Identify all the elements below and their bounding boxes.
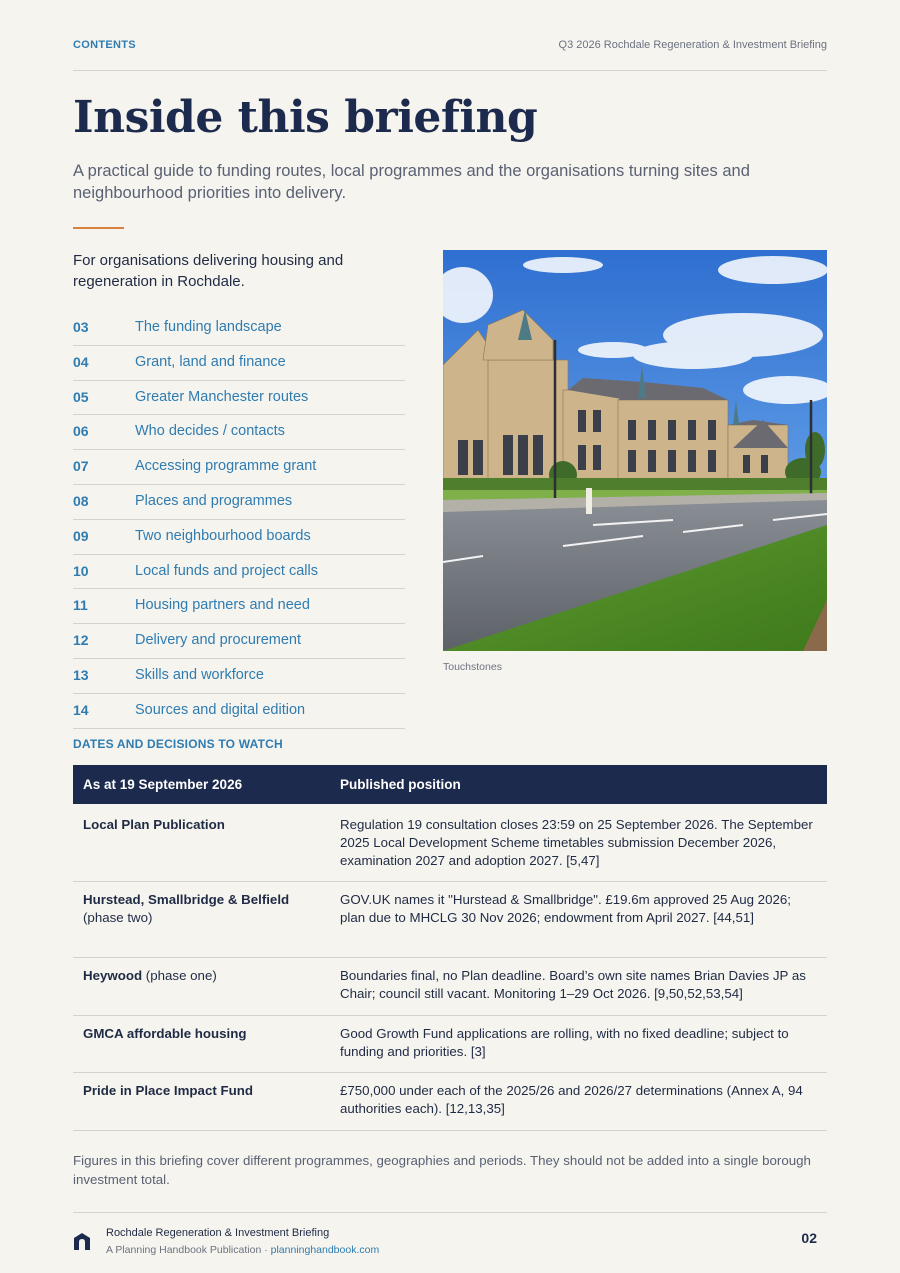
- page-number: 02: [801, 1230, 817, 1246]
- toc-item[interactable]: [73, 555, 405, 590]
- toc-link[interactable]: Local funds and project calls: [135, 562, 318, 579]
- toc-item[interactable]: [73, 415, 405, 450]
- table-row: [73, 881, 827, 957]
- toc-link[interactable]: Accessing programme grant: [135, 458, 317, 475]
- row-label-cell: [73, 1015, 330, 1072]
- row-qualifier: (phase one): [142, 967, 217, 983]
- column-header-as-at: As at 19 September 2026: [73, 765, 330, 804]
- toc-item[interactable]: [73, 346, 405, 381]
- table-row: [73, 804, 827, 881]
- toc-link[interactable]: Grant, land and finance: [135, 353, 286, 370]
- toc-page-number: 11: [73, 597, 88, 614]
- toc-item[interactable]: [73, 311, 405, 346]
- toc-page-number: 06: [73, 423, 89, 440]
- toc-link[interactable]: The funding landscape: [135, 319, 282, 335]
- toc-link[interactable]: Skills and workforce: [135, 666, 264, 683]
- toc-link[interactable]: Greater Manchester routes: [135, 388, 309, 405]
- page: [73, 0, 827, 1273]
- toc-link[interactable]: Housing partners and need: [135, 597, 310, 614]
- toc-link[interactable]: Places and programmes: [135, 492, 293, 509]
- toc-page-number: 07: [73, 458, 89, 475]
- table-row: [73, 1015, 827, 1072]
- toc-item[interactable]: [73, 450, 405, 485]
- issue-title: Q3 2026 Rochdale Regeneration & Investment Briefing: [558, 39, 827, 51]
- toc-item[interactable]: [73, 381, 405, 416]
- figures-note: Figures in this briefing cover different programmes, geographies and periods. They should not be added into a single borough investment total.: [73, 1153, 811, 1187]
- row-name: Pride in Place Impact Fund: [83, 1082, 253, 1098]
- toc-item[interactable]: [73, 694, 405, 729]
- toc-item[interactable]: [73, 485, 405, 520]
- toc-page-number: 03: [73, 319, 89, 335]
- row-name: Local Plan Publication: [83, 817, 225, 832]
- toc-page-number: 08: [73, 492, 89, 509]
- dates-heading: DATES AND DECISIONS TO WATCH: [73, 737, 283, 751]
- table-of-contents: [73, 311, 405, 729]
- row-label-cell: [73, 957, 330, 1015]
- toc-link[interactable]: Two neighbourhood boards: [135, 527, 311, 544]
- row-position-cell: Boundaries final, no Plan deadline. Board’s own site names Brian Davies JP as Chair; council still vacant. Monitoring 1–29 Oct 2026. [9,50,52,53,54]: [330, 957, 827, 1015]
- publisher-text: A Planning Handbook Publication ·: [106, 1244, 271, 1256]
- toc-link[interactable]: Who decides / contacts: [135, 423, 285, 440]
- row-position-cell: GOV.UK names it "Hurstead & Smallbridge". £19.6m approved 25 Aug 2026; plan due to MHCLG 30 Nov 2026; endowment from April 2027. [44,51]: [330, 881, 827, 957]
- intro-text: A practical guide to funding routes, local programmes and the organisations turning sites and neighbourhood priorities into delivery.: [73, 162, 750, 202]
- publisher-logo-icon: [73, 1232, 91, 1250]
- toc-page-number: 09: [73, 527, 89, 544]
- toc-page-number: 10: [73, 562, 89, 579]
- row-qualifier: (phase two): [83, 909, 153, 925]
- header-divider: [73, 70, 827, 71]
- toc-page-number: 12: [73, 632, 89, 649]
- row-label-cell: [73, 1072, 330, 1130]
- footer-publisher: [106, 1244, 379, 1256]
- column-header-position: Published position: [330, 765, 827, 804]
- row-position-cell: £750,000 under each of the 2025/26 and 2026/27 determinations (Annex A, 94 authorities each). [12,13,35]: [330, 1072, 827, 1130]
- footer-divider: [73, 1212, 827, 1213]
- row-name: Hurstead, Smallbridge & Belfield: [83, 891, 290, 907]
- row-position-cell: Regulation 19 consultation closes 23:59 on 25 September 2026. The September 2025 Local Development Scheme timetables submission December 2026, examination 2027 and adoption 2027. [5,47]: [330, 804, 827, 881]
- toc-page-number: 05: [73, 388, 89, 405]
- toc-page-number: 14: [73, 701, 89, 718]
- dates-table: [73, 765, 827, 1131]
- table-header-row: [73, 765, 827, 804]
- footer-title: Rochdale Regeneration & Investment Briefing: [106, 1227, 330, 1239]
- row-name: Heywood: [83, 967, 143, 983]
- toc-link[interactable]: Sources and digital edition: [135, 701, 306, 718]
- audience-text: For organisations delivering housing and regeneration in Rochdale.: [73, 252, 344, 290]
- page-title: Inside this briefing: [73, 92, 538, 143]
- row-label-cell: [73, 804, 330, 881]
- row-label-cell: [73, 881, 330, 957]
- running-head: [73, 39, 827, 55]
- touchstones-photo: [443, 250, 827, 651]
- row-name: GMCA affordable housing: [83, 1025, 247, 1041]
- toc-item[interactable]: [73, 659, 405, 694]
- toc-page-number: 13: [73, 666, 89, 683]
- section-label: CONTENTS: [73, 39, 136, 51]
- publisher-link[interactable]: planninghandbook.com: [270, 1244, 380, 1256]
- toc-item[interactable]: [73, 624, 405, 659]
- toc-item[interactable]: [73, 520, 405, 555]
- photo-caption: Touchstones: [443, 661, 502, 673]
- toc-page-number: 04: [73, 353, 89, 370]
- accent-rule: [73, 227, 124, 229]
- toc-link[interactable]: Delivery and procurement: [135, 632, 302, 649]
- table-row: [73, 1072, 827, 1130]
- row-position-cell: Good Growth Fund applications are rolling, with no fixed deadline; subject to funding and priorities. [3]: [330, 1015, 827, 1072]
- table-row: [73, 957, 827, 1015]
- toc-item[interactable]: [73, 589, 405, 624]
